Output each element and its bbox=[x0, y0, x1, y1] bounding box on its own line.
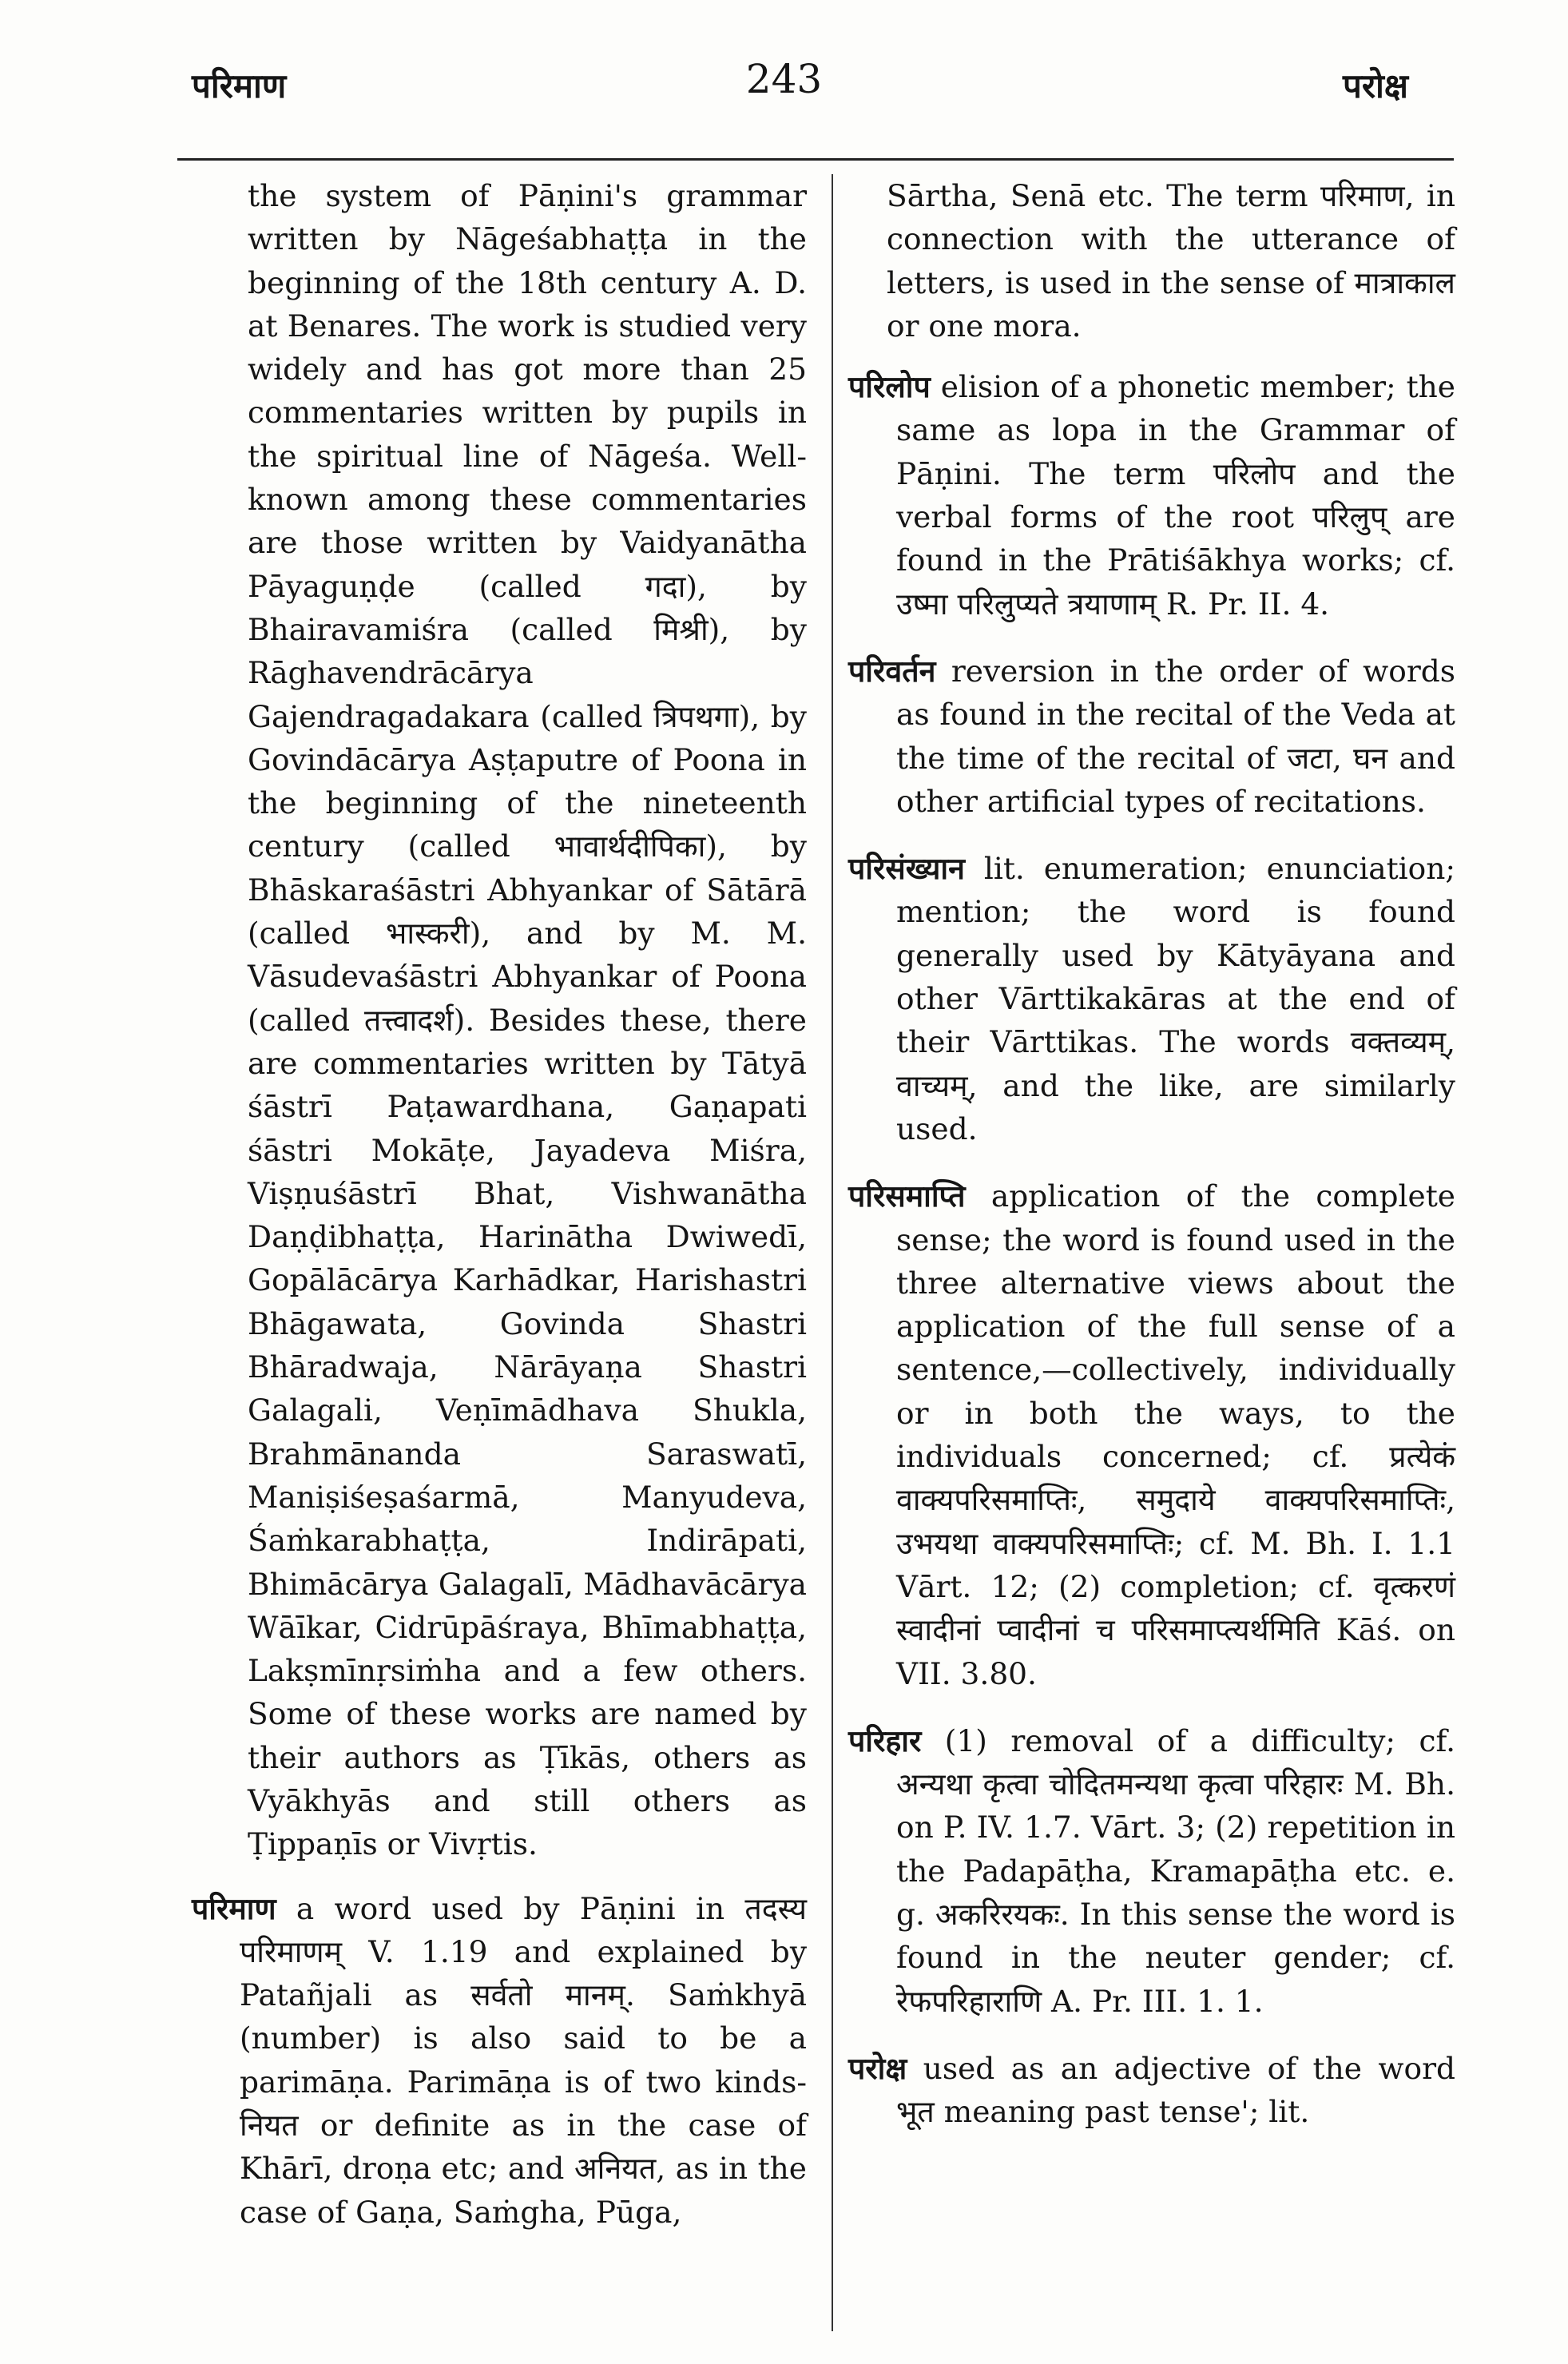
right-column bbox=[848, 174, 1455, 2157]
headword: परिवर्तन bbox=[848, 653, 936, 689]
entry-text: elision of a phonetic member; the same as lopa in the Grammar of Pāṇini. The term परिलोप and the verbal forms of the root परिलुप् are found in the Prātiśākhya works; cf. उष्मा परिलुप्यते त्रयाणाम् R. Pr. II. 4. bbox=[896, 369, 1455, 622]
headword: परोक्ष bbox=[848, 2050, 907, 2086]
running-head-left: परिमाण bbox=[192, 66, 287, 105]
headword: परिलोप bbox=[848, 369, 931, 405]
header-rule bbox=[177, 158, 1454, 161]
page-number: 243 bbox=[745, 56, 823, 102]
dictionary-entry-parisamapti bbox=[848, 1174, 1455, 1695]
continuation-text: the system of Pāṇini's grammar written by Nāgeśabhaṭṭa in the beginning of the 18th century A. D. at Benares. The work is studied very widely and has got more than 25 commentaries written by pupils in the spiritual line of Nāgeśa. Well-known among these commentaries are those written by Vaidyanātha Pāyaguṇḍe (called गदा), by Bhairavamiśra (called मिश्री), by Rāghavendrācārya Gajendragadakara (called त्रिपथगा), by Govindācārya Aṣṭaputre of Poona in the beginning of the nineteenth century (called भावार्थदीपिका), by Bhāskaraśāstri Abhyankar of Sātārā (called भास्करी), and by M. M. Vāsudevaśāstri Abhyankar of Poona (called तत्त्वादर्श). Besides these, there are commentaries written by Tātyā śāstrī Paṭawardhana, Gaṇapati śāstri Mokāṭe, Jayadeva Miśra, Viṣṇuśāstrī Bhat, Vishwanātha Daṇḍibhaṭṭa, Harinātha Dwiwedī, Gopālācārya Karhādkar, Harishastri Bhāgawata, Govinda Shastri Bhāradwaja, Nārāyaṇa Shastri Galagali, Veṇīmādhava Shukla, Brahmānanda Saraswatī, Maniṣiśeṣaśarmā, Manyudeva, Śaṁkarabhaṭṭa, Indirāpati, Bhimācārya Galagalī, Mādhavācārya Wāīkar, Cidrūpāśraya, Bhīmabhaṭṭa, Lakṣmīnṛsiṁha and a few others. Some of these works are named by their authors as Ṭīkās, others as Vyākhyās and still others as Ṭippaṇīs or Vivṛtis. bbox=[248, 178, 807, 1862]
column-divider bbox=[832, 174, 833, 2331]
headword: परिसंख्यान bbox=[848, 851, 965, 887]
dictionary-entry-parisankhyana bbox=[848, 847, 1455, 1150]
dictionary-entry-parilopa bbox=[848, 365, 1455, 626]
dictionary-entry-paroksha bbox=[848, 2047, 1455, 2134]
entry-text: a word used by Pāṇini in तदस्य परिमाणम् V. 1.19 and explained by Patañjali as सर्वतो मानम्. Saṁkhyā (number) is also said to be a parimāṇa. Parimāṇa is of two kinds- नियत or definite as in the case of Khārī, droṇa etc; and अनियत, as in the case of Gaṇa, Saṁgha, Pūga, bbox=[240, 1890, 808, 2230]
left-column bbox=[192, 174, 807, 2258]
dictionary-entry-parimana bbox=[192, 1887, 807, 2234]
headword: परिहार bbox=[848, 1722, 922, 1758]
entry-text: lit. enumeration; enunciation; mention; the word is found generally used by Kātyāyana and other Vārttikakāras at the end of their Vārttikas. The words वक्तव्यम्, वाच्यम्, and the like, are similarly used. bbox=[896, 851, 1455, 1146]
entry-text: application of the complete sense; the word is found used in the three alternative views about the application of the full sense of a sentence,—collectively, individually or in both the ways, to the individuals concerned; cf. प्रत्येकं वाक्यपरिसमाप्तिः, समुदाये वाक्यपरिसमाप्तिः, उभयथा वाक्यपरिसमाप्तिः; cf. M. Bh. I. 1.1 Vārt. 12; (2) completion; cf. वृत्करणं स्वादीनां प्वादीनां च परिसमाप्त्यर्थमिति Kāś. on VII. 3.80. bbox=[896, 1178, 1455, 1691]
running-head-right: परोक्ष bbox=[1342, 66, 1408, 105]
entry-text: used as an adjective of the word भूत meaning past tense'; lit. bbox=[896, 2050, 1455, 2130]
headword: परिसमाप्ति bbox=[848, 1178, 966, 1214]
headword: परिमाण bbox=[192, 1890, 276, 1926]
entry-text: reversion in the order of words as found in the recital of the Veda at the time of the recital of जटा, घन and other artificial types of recitations. bbox=[896, 653, 1456, 819]
dictionary-entry-parivartana bbox=[848, 650, 1455, 823]
dictionary-entry-parihara bbox=[848, 1719, 1455, 2023]
continuation-text: Sārtha, Senā etc. The term परिमाण, in connection with the utterance of letters, is used in the sense of मात्राकाल or one mora. bbox=[887, 178, 1455, 344]
entry-text: (1) removal of a difficulty; cf. अन्यथा कृत्वा चोदितमन्यथा कृत्वा परिहारः M. Bh. on P. IV. 1.7. Vārt. 3; (2) repetition in the Padapāṭha, Kramapāṭha etc. e. g. अकरिरयकः. In this sense the word is found in the neuter gender; cf. रेफपरिहाराणि A. Pr. III. 1. 1. bbox=[896, 1722, 1456, 2019]
